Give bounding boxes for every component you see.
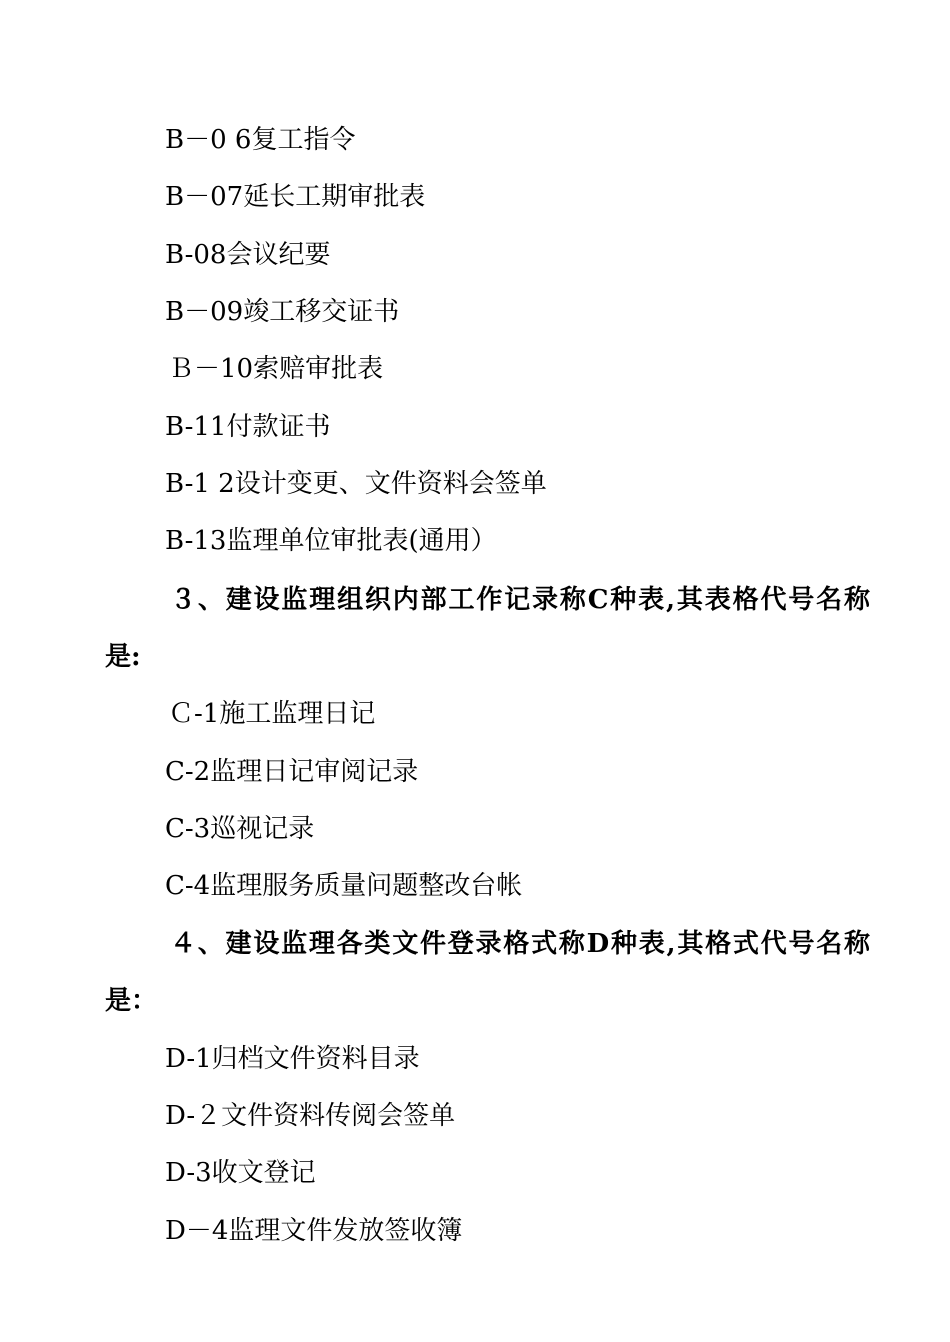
list-item-d1: D-1归档文件资料目录 [165, 1044, 420, 1074]
list-item-b10: Ｂ－10索赔审批表 [168, 354, 384, 384]
list-item-b12: B-1 2设计变更、文件资料会签单 [165, 469, 547, 499]
section-c-heading-cont: 是: [105, 642, 141, 672]
list-item-b06: B－0 6复工指令 [165, 125, 356, 155]
list-item-b07: B－07延长工期审批表 [165, 182, 426, 212]
list-item-b09: B－09竣工移交证书 [165, 297, 400, 327]
list-item-c1: Ｃ-1施工监理日记 [168, 699, 376, 729]
list-item-b08: B-08会议纪要 [165, 240, 331, 270]
section-d-heading-cont: 是： [105, 986, 158, 1016]
list-item-b13: B-13监理单位审批表(通用） [165, 526, 497, 556]
section-c-heading: ３、建设监理组织内部工作记录称C种表,其表格代号名称 [170, 585, 870, 615]
list-item-c2: C-2监理日记审阅记录 [165, 757, 419, 787]
list-item-d2: D-２文件资料传阅会签单 [165, 1101, 456, 1131]
list-item-c3: C-3巡视记录 [165, 814, 315, 844]
list-item-d4: D－4监理文件发放签收簿 [165, 1216, 463, 1246]
section-d-heading: ４、建设监理各类文件登录格式称D种表,其格式代号名称 [170, 929, 870, 959]
list-item-c4: C-4监理服务质量问题整改台帐 [165, 871, 523, 901]
list-item-b11: B-11付款证书 [165, 412, 331, 442]
list-item-d3: D-3收文登记 [165, 1158, 316, 1188]
